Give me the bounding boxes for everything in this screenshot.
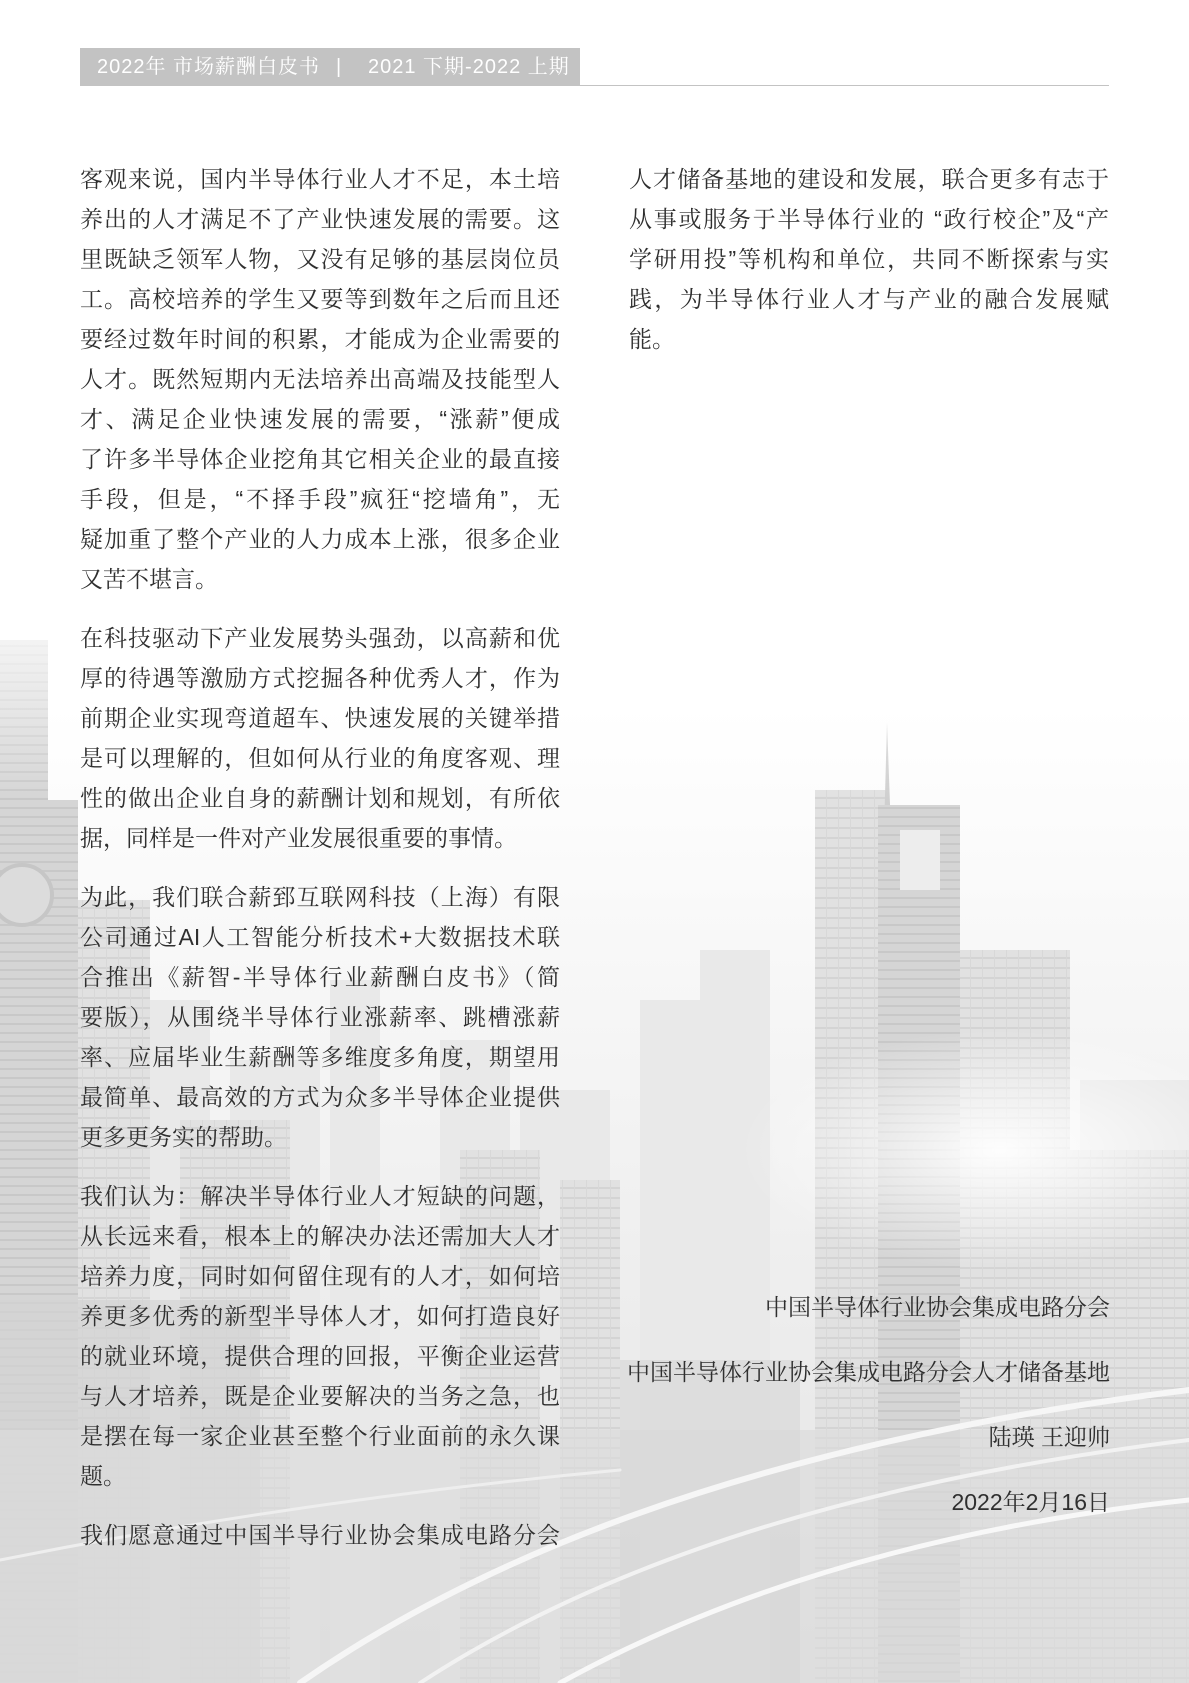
text-line: 人才。既然短期内无法培养出高端及技能型人 <box>80 366 560 392</box>
text-line: 里既缺乏领军人物，又没有足够的基层岗位员 <box>80 246 560 272</box>
text-line: 为此，我们联合薪郅互联网科技（上海）有限 <box>80 884 560 910</box>
text-line: 从事或服务于半导体行业的 “政行校企”及“产 <box>629 206 1109 232</box>
text-line: 题。 <box>80 1463 126 1489</box>
text-line: 合推出《薪智-半导体行业薪酬白皮书》（简 <box>80 964 560 990</box>
right-text-column <box>629 159 1109 378</box>
text-line: 才、满足企业快速发展的需要，“涨薪”便成 <box>80 406 560 432</box>
text-line: 率、应届毕业生薪酬等多维度多角度，期望用 <box>80 1044 560 1070</box>
paragraph <box>80 618 560 858</box>
signature-organization: 中国半导体行业协会集成电路分会 <box>765 1294 1110 1320</box>
header-period: 2021 下期-2022 上期 <box>368 56 570 78</box>
text-line: 要经过数年时间的积累，才能成为企业需要的 <box>80 326 560 352</box>
text-line: 我们愿意通过中国半导行业协会集成电路分会 <box>80 1522 560 1548</box>
text-line: 人才储备基地的建设和发展，联合更多有志于 <box>629 166 1109 192</box>
signature-authors: 陆瑛 王迎帅 <box>988 1424 1110 1450</box>
text-line: 是摆在每一家企业甚至整个行业面前的永久课 <box>80 1423 560 1449</box>
paragraph <box>629 159 1109 359</box>
text-line: 学研用投”等机构和单位，共同不断探索与实 <box>629 246 1109 272</box>
header-separator: | <box>336 56 343 78</box>
text-line: 养更多优秀的新型半导体人才，如何打造良好 <box>80 1303 560 1329</box>
paragraph <box>80 159 560 599</box>
text-line: 厚的待遇等激励方式挖掘各种优秀人才，作为 <box>80 665 560 691</box>
text-line: 在科技驱动下产业发展势头强劲，以高薪和优 <box>80 625 560 651</box>
text-line: 与人才培养，既是企业要解决的当务之急，也 <box>80 1383 560 1409</box>
text-line: 能。 <box>629 326 675 352</box>
header-title: 2022年 市场薪酬白皮书 <box>97 56 321 78</box>
text-line: 我们认为：解决半导体行业人才短缺的问题， <box>80 1183 560 1209</box>
text-line: 公司通过AI人工智能分析技术+大数据技术联 <box>80 924 560 950</box>
signature-talent-base: 中国半导体行业协会集成电路分会人才储备基地 <box>627 1359 1110 1385</box>
text-line: 客观来说，国内半导体行业人才不足，本土培 <box>80 166 560 192</box>
text-line: 践，为半导体行业人才与产业的融合发展赋 <box>629 286 1109 312</box>
text-line: 更多更务实的帮助。 <box>80 1124 287 1150</box>
text-line: 培养力度，同时如何留住现有的人才，如何培 <box>80 1263 560 1289</box>
text-line: 工。高校培养的学生又要等到数年之后而且还 <box>80 286 560 312</box>
text-line: 手段，但是，“不择手段”疯狂“挖墙角”，无 <box>80 486 560 512</box>
text-line: 是可以理解的，但如何从行业的角度客观、理 <box>80 745 560 771</box>
paragraph <box>80 877 560 1157</box>
text-line: 又苦不堪言。 <box>80 566 218 592</box>
text-line: 前期企业实现弯道超车、快速发展的关键举措 <box>80 705 560 731</box>
text-line: 最简单、最高效的方式为众多半导体企业提供 <box>80 1084 560 1110</box>
running-header <box>80 48 580 86</box>
text-line: 养出的人才满足不了产业快速发展的需要。这 <box>80 206 560 232</box>
text-line: 了许多半导体企业挖角其它相关企业的最直接 <box>80 446 560 472</box>
signature-date: 2022年2月16日 <box>951 1489 1110 1515</box>
paragraph <box>80 1515 560 1555</box>
signature-block <box>627 1287 1110 1547</box>
left-text-column <box>80 159 560 1574</box>
text-line: 疑加重了整个产业的人力成本上涨，很多企业 <box>80 526 560 552</box>
paragraph <box>80 1176 560 1496</box>
text-line: 的就业环境，提供合理的回报，平衡企业运营 <box>80 1343 560 1369</box>
text-line: 性的做出企业自身的薪酬计划和规划，有所依 <box>80 785 560 811</box>
text-line: 从长远来看，根本上的解决办法还需加大人才 <box>80 1223 560 1249</box>
text-line: 据，同样是一件对产业发展很重要的事情。 <box>80 825 517 851</box>
text-line: 要版），从围绕半导体行业涨薪率、跳槽涨薪 <box>80 1004 560 1030</box>
